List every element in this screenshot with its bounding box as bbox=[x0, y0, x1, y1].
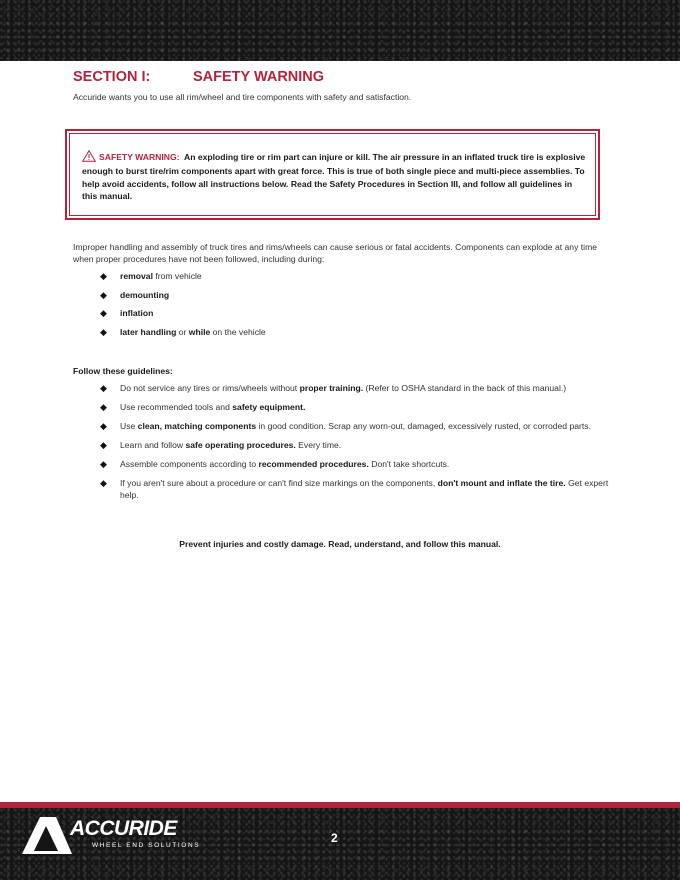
logo-wordmark: ACCURIDE bbox=[70, 817, 177, 840]
diamond-bullet-icon: ◆ bbox=[100, 383, 107, 393]
guidelines-heading: Follow these guidelines: bbox=[73, 366, 173, 376]
diamond-bullet-icon: ◆ bbox=[100, 308, 107, 319]
closing-statement: Prevent injuries and costly damage. Read, understand, and follow this manual. bbox=[179, 539, 501, 549]
accuride-logo bbox=[22, 814, 212, 856]
diamond-bullet-icon: ◆ bbox=[100, 289, 107, 300]
page-number: 2 bbox=[331, 831, 338, 845]
diamond-bullet-icon: ◆ bbox=[100, 439, 107, 450]
safety-warning-label: SAFETY WARNING: bbox=[99, 152, 180, 162]
intro-text: Accuride wants you to use all rim/wheel and tire components with safety and satisfaction. bbox=[73, 92, 412, 102]
logo-subtitle: WHEEL END SOLUTIONS bbox=[92, 842, 201, 849]
safety-warning-text bbox=[82, 150, 587, 202]
diamond-bullet-icon: ◆ bbox=[100, 326, 107, 337]
list-item: ◆ If you aren't sure about a procedure or can't find size markings on the components, don't mount and inflate the tire. Get expert help. bbox=[100, 477, 609, 500]
safety-warning-box bbox=[65, 129, 600, 220]
list-item: ◆ Learn and follow safe operating procedures. Every time. bbox=[100, 439, 342, 450]
section-title: SAFETY WARNING bbox=[193, 69, 325, 85]
safety-warning-body: An exploding tire or rim part can injure or kill. The air pressure in an inflated truck tire is explosive enough to burst tire/rim components apart with great force. This is true of both single piece and multi-piece assemblies. To help avoid accidents, follow all instructions below. Read the Safety Procedures in Section III, and follow all guidelines in this manual. bbox=[82, 152, 586, 201]
diamond-bullet-icon: ◆ bbox=[100, 477, 107, 488]
warning-triangle-icon bbox=[82, 150, 96, 165]
header-texture-band bbox=[0, 0, 680, 61]
list-item: ◆ Use recommended tools and safety equipment. bbox=[100, 401, 306, 412]
list-item: ◆ Assemble components according to recommended procedures. Don't take shortcuts. bbox=[100, 458, 450, 469]
diamond-bullet-icon: ◆ bbox=[100, 401, 107, 412]
list-item: ◆ Do not service any tires or rims/wheels without proper training. (Refer to OSHA standard in the back of this manual.) bbox=[100, 383, 567, 393]
list-item: ◆ later handling or while on the vehicle bbox=[100, 326, 266, 337]
during-list bbox=[100, 271, 620, 345]
diamond-bullet-icon: ◆ bbox=[100, 458, 107, 469]
diamond-bullet-icon: ◆ bbox=[100, 271, 107, 281]
section-number: SECTION I: bbox=[73, 69, 151, 85]
section-heading bbox=[73, 69, 324, 85]
diamond-bullet-icon: ◆ bbox=[100, 420, 107, 431]
guidelines-list bbox=[100, 383, 620, 509]
list-item: ◆ Use clean, matching components in good condition. Scrap any worn-out, damaged, excessively rusted, or corroded parts. bbox=[100, 420, 591, 431]
list-item: ◆ demounting bbox=[100, 289, 170, 300]
list-item: ◆ removal from vehicle bbox=[100, 271, 202, 281]
hazard-paragraph: Improper handling and assembly of truck tires and rims/wheels can cause serious or fatal accidents. Components can explode at any time when proper procedures have not been followed, including during: bbox=[73, 242, 598, 265]
list-item: ◆ inflation bbox=[100, 308, 154, 319]
logo-triangle-icon bbox=[22, 814, 72, 856]
